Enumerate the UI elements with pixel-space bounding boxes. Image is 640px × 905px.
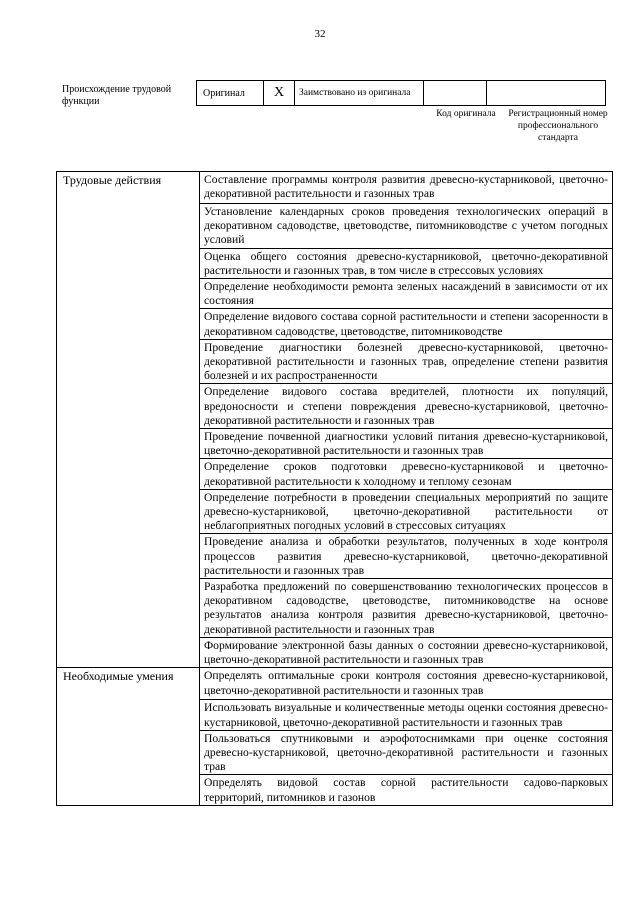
original-mark: X: [264, 81, 295, 106]
labor-action-item: Формирование электронной базы данных о состоянии древесно-кустарниковой, цветочно-декоративной растительности и газонных трав: [200, 637, 613, 667]
page-number: 32: [314, 28, 326, 40]
required-skill-item: Определять оптимальные сроки контроля состояния древесно-кустарниковой, цветочно-декоративной растительности и газонных трав: [200, 668, 613, 700]
labor-action-item: Разработка предложений по совершенствованию технологических процессов в декоративном садоводстве, цветоводстве, питомниководстве на основе результатов анализа контроля развития древесно-кустарниковой, цветочно-декоративной растительности и газонных трав: [200, 579, 613, 638]
labor-action-item: Определение необходимости ремонта зеленых насаждений в зависимости от их состояния: [200, 279, 613, 309]
reg-number-cell: [487, 81, 606, 106]
labor-action-item: Проведение почвенной диагностики условий питания древесно-кустарниковой, цветочно-декоративной растительности и газонных трав: [200, 429, 613, 459]
code-caption: Код оригинала: [436, 109, 496, 119]
table-row: [57, 668, 613, 700]
origin-label: Происхождение трудовой функции: [62, 84, 172, 107]
origin-table: [196, 80, 606, 106]
labor-actions-section: [57, 172, 613, 668]
code-cell: [424, 81, 487, 106]
labor-action-item: Определение видового состава вредителей, плотности их популяций, вредоносности и степени повреждения древесно-кустарниковой, цветочно-декоративной растительности и газонных трав: [200, 384, 613, 429]
table-row: [57, 172, 613, 204]
required-skills-section: [57, 668, 613, 805]
labor-action-item: Установление календарных сроков проведения технологических операций в декоративном садоводстве, цветоводстве, питомниководстве с учетом погодных условий: [200, 204, 613, 249]
required-skill-item: Определять видовой состав сорной растительности садово-парковых территорий, питомников и газонов: [200, 775, 613, 805]
required-skills-heading: Необходимые умения: [57, 668, 200, 805]
labor-action-item: Оценка общего состояния древесно-кустарниковой, цветочно-декоративной растительности и газонных трав, в том числе в стрессовых условиях: [200, 248, 613, 278]
required-skill-item: Пользоваться спутниковыми и аэрофотоснимками при оценке состояния древесно-кустарниковой, цветочно-декоративной растительности и газонных трав: [200, 730, 613, 775]
labor-actions-heading: Трудовые действия: [57, 172, 200, 668]
labor-action-item: Проведение диагностики болезней древесно-кустарниковой, цветочно-декоративной растительности и газонных трав, определение степени развития болезней и их распространенности: [200, 339, 613, 384]
labor-action-item: Определение сроков подготовки древесно-кустарниковой и цветочно-декоративной растительности к холодному и теплому сезонам: [200, 459, 613, 489]
function-table: [56, 171, 613, 806]
labor-action-item: Определение видового состава сорной растительности и степени засоренности в декоративном садоводстве, цветоводстве, питомниководстве: [200, 309, 613, 339]
original-cell: Оригинал: [197, 81, 264, 106]
labor-action-item: Составление программы контроля развития древесно-кустарниковой, цветочно-декоративной растительности и газонных трав: [200, 172, 613, 204]
labor-action-item: Проведение анализа и обработки результатов, полученных в ходе контроля процессов развития древесно-кустарниковой, цветочно-декоративной растительности и газонных трав: [200, 534, 613, 579]
reg-number-caption: Регистрационный номер профессионального стандарта: [508, 109, 608, 143]
borrowed-cell: Заимствовано из оригинала: [295, 81, 424, 106]
required-skill-item: Использовать визуальные и количественные методы оценки состояния древесно-кустарниковой, цветочно-декоративной растительности и газонных трав: [200, 700, 613, 730]
labor-action-item: Определение потребности в проведении специальных мероприятий по защите древесно-кустарниковой, цветочно-декоративной растительности от неблагоприятных погодных условий в стрессовых ситуациях: [200, 489, 613, 534]
